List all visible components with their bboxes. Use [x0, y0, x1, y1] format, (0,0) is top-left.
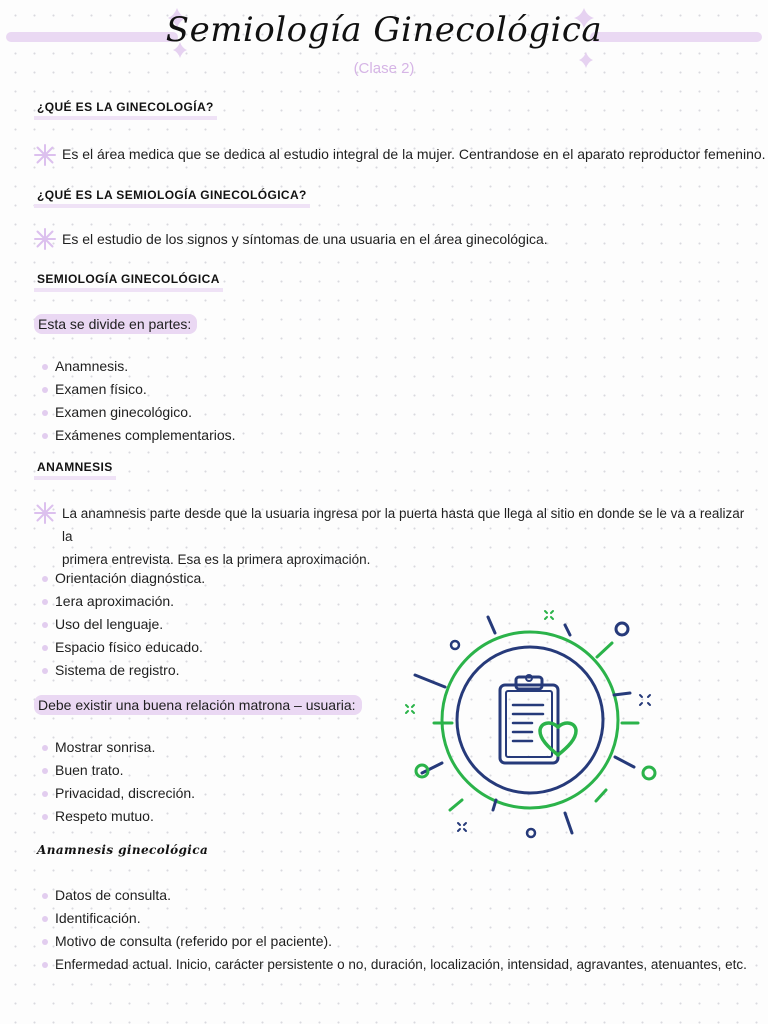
section-heading-semiologia-ginecologica: SEMIOLOGÍA GINECOLÓGICA — [34, 272, 223, 292]
list-item: Exámenes complementarios. — [42, 424, 236, 447]
list-item: Anamnesis. — [42, 355, 236, 378]
list-item: Enfermedad actual. Inicio, carácter persistente o no, duración, localización, intensidad, agravantes, atenuantes, etc. — [42, 953, 747, 976]
anamnesis-description-line: primera entrevista. Esa es la primera aproximación. — [62, 552, 371, 567]
clipboard-heart-icon — [400, 605, 665, 840]
section-heading-anamnesis: ANAMNESIS — [34, 460, 116, 480]
list-item: Motivo de consulta (referido por el paciente). — [42, 930, 747, 953]
list-item: Respeto mutuo. — [42, 805, 195, 828]
relation-list — [42, 736, 195, 828]
list-item: Orientación diagnóstica. — [42, 567, 205, 590]
asterisk-star-icon — [34, 502, 56, 524]
partes-list — [42, 355, 236, 447]
asterisk-star-icon — [34, 228, 56, 250]
list-item: Identificación. — [42, 907, 747, 930]
list-item: Uso del lenguaje. — [42, 613, 205, 636]
section-heading-semiologia-ginecologica-question: ¿QUÉ ES LA SEMIOLOGÍA GINECOLÓGICA? — [34, 188, 310, 208]
list-item: Examen ginecológico. — [42, 401, 236, 424]
list-item: Sistema de registro. — [42, 659, 205, 682]
list-item: Datos de consulta. — [42, 884, 747, 907]
highlighted-relation-intro: Debe existir una buena relación matrona – usuaria: — [34, 695, 362, 715]
definition-semiologia: Es el estudio de los signos y síntomas de una usuaria en el área ginecológica. — [62, 231, 548, 247]
page-header — [0, 0, 768, 90]
anamnesis-list — [42, 567, 205, 682]
highlighted-intro-partes: Esta se divide en partes: — [34, 314, 197, 334]
asterisk-star-icon — [34, 144, 56, 166]
definition-ginecologia: Es el área medica que se dedica al estudio integral de la mujer. Centrandose en el aparato reproductor femenino. — [62, 146, 766, 162]
page-title: Semiología Ginecológica — [165, 10, 603, 50]
anamnesis-description-line: La anamnesis parte desde que la usuaria ingresa por la puerta hasta que llega al sitio en donde se le va a realizar la — [62, 506, 745, 544]
section-heading-anamnesis-ginecologica: Anamnesis ginecológica — [37, 843, 209, 857]
page-subtitle: (Clase 2) — [353, 60, 415, 77]
list-item: Examen físico. — [42, 378, 236, 401]
list-item: Espacio físico educado. — [42, 636, 205, 659]
section-heading-ginecologia: ¿QUÉ ES LA GINECOLOGÍA? — [34, 100, 217, 120]
gineco-list — [42, 884, 747, 976]
list-item: 1era aproximación. — [42, 590, 205, 613]
list-item: Mostrar sonrisa. — [42, 736, 195, 759]
anamnesis-description — [62, 502, 752, 571]
list-item: Privacidad, discreción. — [42, 782, 195, 805]
list-item: Buen trato. — [42, 759, 195, 782]
